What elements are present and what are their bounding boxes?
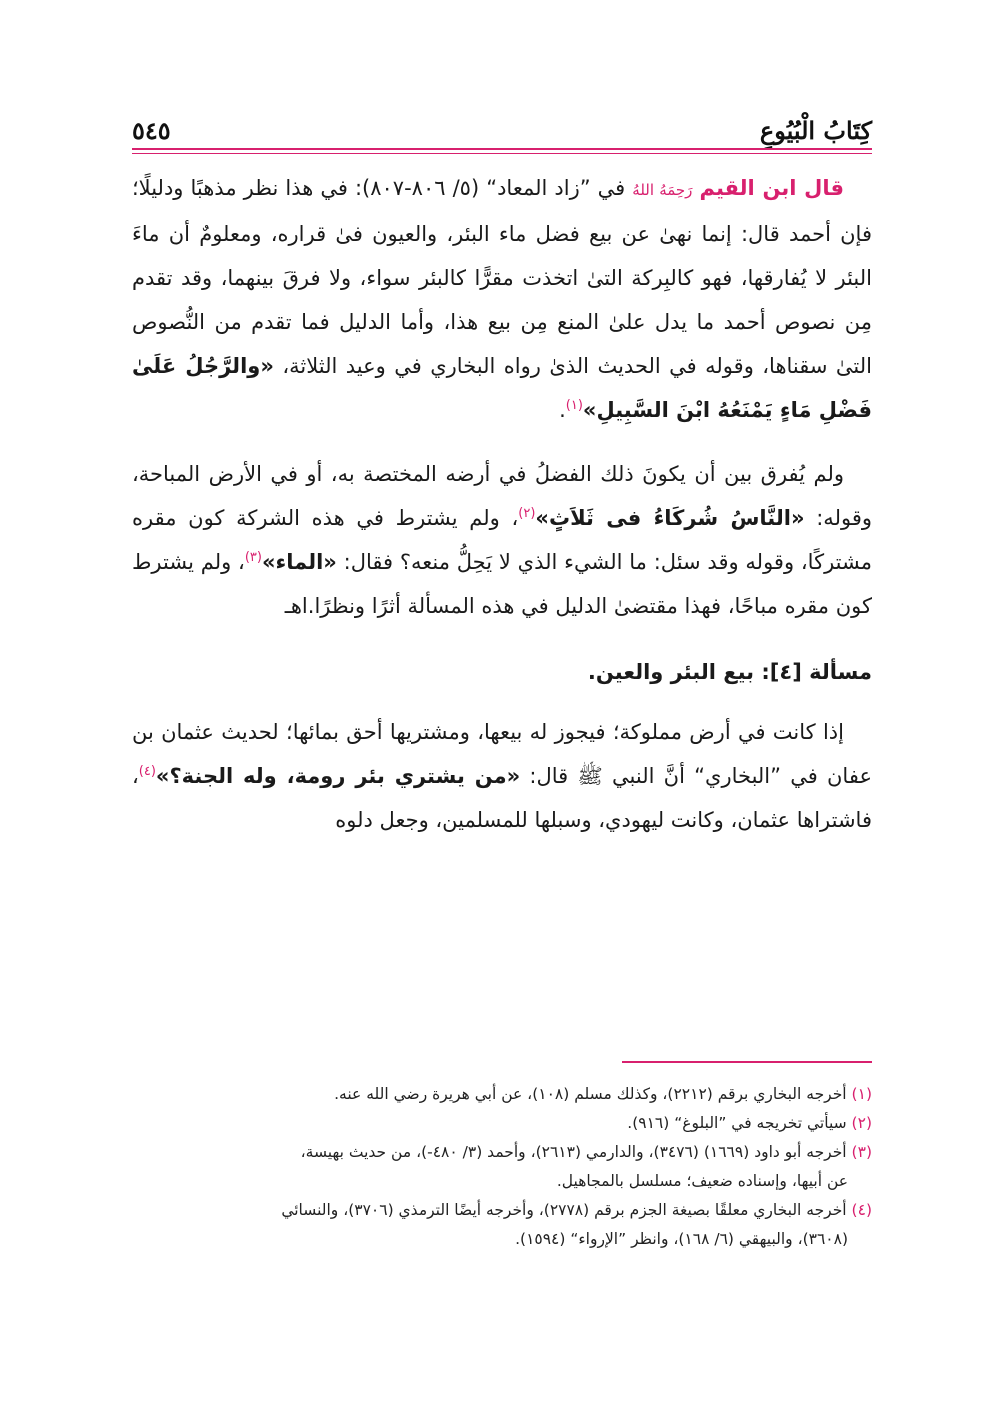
- quote-source: قال ابن القيم: [699, 176, 844, 200]
- hadith-quote: «والرَّجُلُ عَلَىٰ فَضْلِ مَاءٍ يَمْنَعُهُ ابْنَ السَّبِيلِ»: [132, 354, 872, 422]
- footnote-separator: [622, 1061, 872, 1063]
- page-number: ٥٤٥: [132, 116, 171, 145]
- paragraph-continuation: ولم يُفرق بين أن يكونَ ذلك الفضلُ في أرضه المختصة به، أو في الأرض المباحة، وقوله: «النَّاسُ شُركَاءُ فى ثَلاَثٍ»$^{(٢)}$، ولم يشترط في هذه الشركة كون مقره مشتركًا، وقوله وقد سئل: ما الشيء الذي لا يَحِلُّ منعه؟ فقال: «الماء»$^{(٣)}$، ولم يشترط كون مقره مباحًا، فهذا مقتضىٰ الدليل في هذه المسألة أثرًا ونظرًا.اهـ: [132, 462, 872, 618]
- paragraph-text: في ”زاد المعاد“ (٥/ ٨٠٦-٨٠٧): في هذا نظر مذهبًا ودليلًا؛ فإن أحمد قال: إنما نهىٰ عن بيع فضل ماء البئر، والعيون فىٰ قراره، ومعلومٌ أن ماءَ البئر لا يُفارقها، فهو كالبِركة التىٰ اتخذت مقرًّا كالبئر سواء، ولا فرقَ بينهما، وقد تقدم مِن نصوص أحمد ما يدل علىٰ المنع مِن بيع هذا، وأما الدليل فما تقدم من النُّصوص التىٰ سقناها، وقوله في الحديث الذىٰ رواه البخاري في وعيد الثلاثة،: [132, 176, 872, 378]
- header-rule: [132, 148, 872, 150]
- footnote-ref[interactable]: (١): [565, 398, 583, 413]
- hadith-quote: «النَّاسُ شُركَاءُ فى ثَلاَثٍ»: [535, 506, 805, 530]
- footnote-ref[interactable]: (٣): [244, 550, 262, 565]
- footnote-ref[interactable]: (٤): [138, 764, 156, 779]
- footnotes: [132, 1080, 872, 1254]
- salutation-glyph: ﷺ: [577, 764, 603, 788]
- footnote: (٤) أخرجه البخاري معلقًا بصيغة الجزم برقم (٢٧٧٨)، وأخرجه أيضًا الترمذي (٣٧٠٦)، والنسائي: [281, 1201, 872, 1219]
- hadith-quote: «الماء»: [261, 550, 337, 574]
- hadith-quote: «من يشتري بئر رومة، وله الجنة؟»: [155, 764, 521, 788]
- main-text: [132, 166, 872, 842]
- footnote-continuation: عن أبيها، وإسناده ضعيف؛ مسلسل بالمجاهيل.: [556, 1172, 848, 1190]
- footnote-continuation: (٣٦٠٨)، والبيهقي (٦/ ١٦٨)، وانظر ”الإرواء“ (١٥٩٤).: [515, 1230, 848, 1248]
- paragraph-quote: قال ابن القيم رَحِمَهُ اللهُ في ”زاد المعاد“ (٥/ ٨٠٦-٨٠٧): في هذا نظر مذهبًا ودليلًا؛ فإن أحمد قال: إنما نهىٰ عن بيع فضل ماء البئر، والعيون فىٰ قراره، ومعلومٌ أن ماءَ البئر لا يُفارقها، فهو كالبِركة التىٰ اتخذت مقرًّا كالبئر سواء، ولا فرقَ بينهما، وقد تقدم مِن نصوص أحمد ما يدل علىٰ المنع مِن بيع هذا، وأما الدليل فما تقدم من النُّصوص التىٰ سقناها، وقوله في الحديث الذىٰ رواه البخاري في وعيد الثلاثة، «والرَّجُلُ عَلَىٰ فَضْلِ مَاءٍ يَمْنَعُهُ ابْنَ السَّبِيلِ»$^{(١)}$.: [132, 176, 872, 422]
- header-rule-thin: [132, 153, 872, 154]
- issue-label: مسألة [٤]:: [761, 660, 872, 684]
- footnote: (٢) سيأتي تخريجه في ”البلوغ“ (٩١٦).: [627, 1114, 872, 1132]
- footnote: (٣) أخرجه أبو داود (١٦٦٩) (٣٤٧٦)، والدارمي (٢٦١٣)، وأحمد (٣/ ٤٨٠-)، من حديث بهيسة،: [300, 1143, 872, 1161]
- issue-heading: [132, 650, 872, 694]
- running-title: كِتَابُ الْبُيُوعِ: [759, 116, 872, 145]
- footnote-ref[interactable]: (٢): [518, 506, 536, 521]
- paragraph-issue: إذا كانت في أرض مملوكة؛ فيجوز له بيعها، ومشتريها أحق بمائها؛ لحديث عثمان بن عفان في ”البخاري“ أنَّ النبي ﷺ قال: «من يشتري بئر رومة، وله الجنة؟»$^{(٤)}$، فاشتراها عثمان، وكانت ليهودي، وسبلها للمسلمين، وجعل دلوه: [132, 720, 872, 832]
- footnote: (١) أخرجه البخاري برقم (٢٢١٢)، وكذلك مسلم (١٠٨)، عن أبي هريرة رضي الله عنه.: [334, 1085, 872, 1103]
- issue-title: بيع البئر والعين.: [587, 660, 755, 684]
- honorific: رَحِمَهُ اللهُ: [632, 181, 693, 199]
